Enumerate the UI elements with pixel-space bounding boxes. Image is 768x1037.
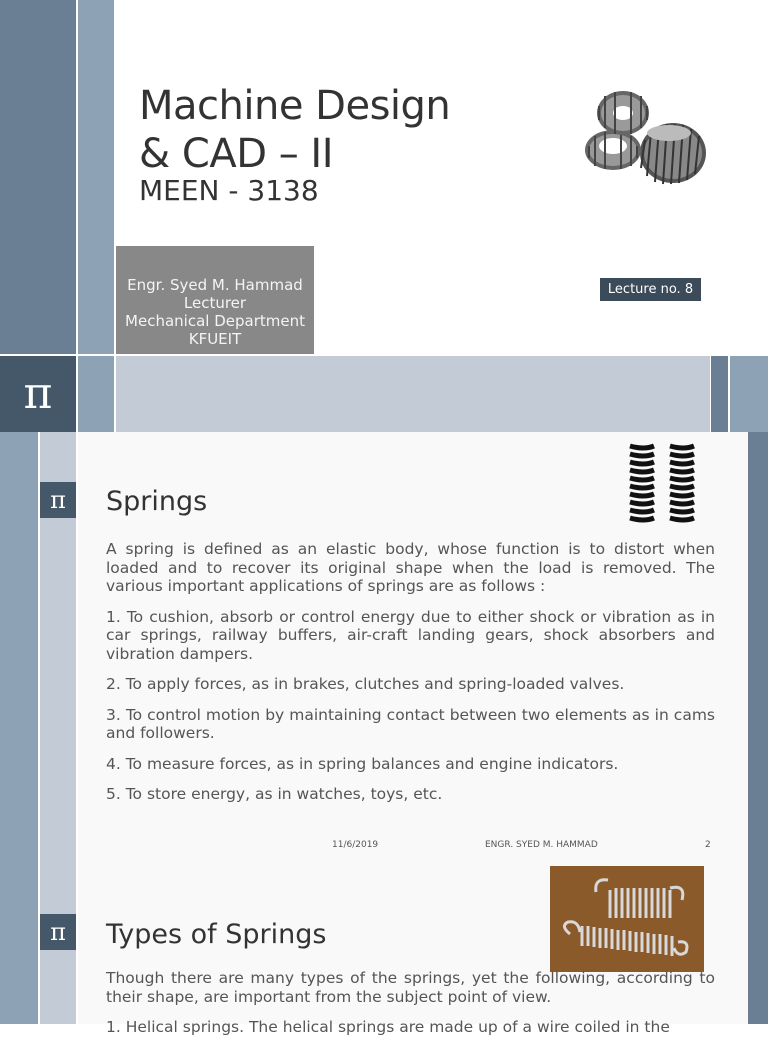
gear-medium-icon [585, 130, 641, 170]
tension-springs-photo [550, 866, 704, 972]
slide2-body [106, 540, 715, 816]
slide3-right-band [748, 866, 768, 1024]
divider-band [711, 356, 728, 432]
author-block [116, 246, 314, 354]
tension-springs-image [550, 866, 704, 972]
slide3-left-band [0, 866, 38, 1024]
list-item: 3. To control motion by maintaining contact between two elements as in cams and followers. [106, 705, 715, 742]
slide2-title: Springs [106, 486, 208, 517]
slide3-paragraph: Though there are many types of the springs, yet the following, according to their shape, are important from the subject point of view. [106, 969, 715, 1006]
list-item: 5. To store energy, as in watches, toys, etc. [106, 785, 443, 803]
compression-springs-image [622, 440, 702, 530]
title-line-1: Machine Design [139, 83, 451, 129]
slide2-left-band [0, 432, 38, 866]
author-institution: KFUEIT [188, 330, 242, 348]
author-name: Engr. Syed M. Hammad [127, 276, 303, 294]
slide1-left-band-light [78, 0, 114, 354]
slide3-next-line: 1. Helical springs. The helical springs are made up of a wire coiled in the [106, 1018, 670, 1036]
list-item: 1. To cushion, absorb or control energy due to either shock or vibration as in car springs, railway buffers, air-craft landing gears, shock absorbers and vibration dampers. [106, 607, 715, 663]
slide1-left-band [0, 0, 76, 354]
divider-band [116, 356, 710, 432]
pi-icon: π [40, 914, 76, 950]
pi-icon: π [40, 482, 76, 518]
title-line-2: & CAD – II [139, 131, 334, 177]
divider-band [730, 356, 768, 432]
author-department: Mechanical Department [125, 312, 305, 330]
author-role: Lecturer [183, 294, 247, 312]
lecture-number-badge: Lecture no. 8 [600, 278, 701, 301]
slide3-body [106, 969, 715, 1037]
course-code: MEEN - 3138 [139, 174, 319, 207]
footer-date: 11/6/2019 [332, 840, 379, 850]
gear-small-icon [597, 91, 649, 135]
list-item: 4. To measure forces, as in spring balances and engine indicators. [106, 754, 619, 773]
slide1-title [139, 82, 539, 178]
pi-icon: π [0, 356, 76, 432]
gear-large-icon [640, 123, 706, 184]
slide3-title: Types of Springs [106, 919, 327, 950]
gears-image [583, 88, 710, 192]
footer-author: ENGR. SYED M. HAMMAD [485, 840, 598, 850]
slide2-intro: A spring is defined as an elastic body, whose function is to distort when loaded and to recover its original shape when the load is removed. The various important applications of springs are as follows : [106, 540, 715, 595]
slide2-right-band [748, 432, 768, 866]
divider-band [78, 356, 114, 432]
footer-page-number: 2 [705, 840, 711, 850]
list-item: 2. To apply forces, as in brakes, clutches and spring-loaded valves. [106, 675, 625, 693]
